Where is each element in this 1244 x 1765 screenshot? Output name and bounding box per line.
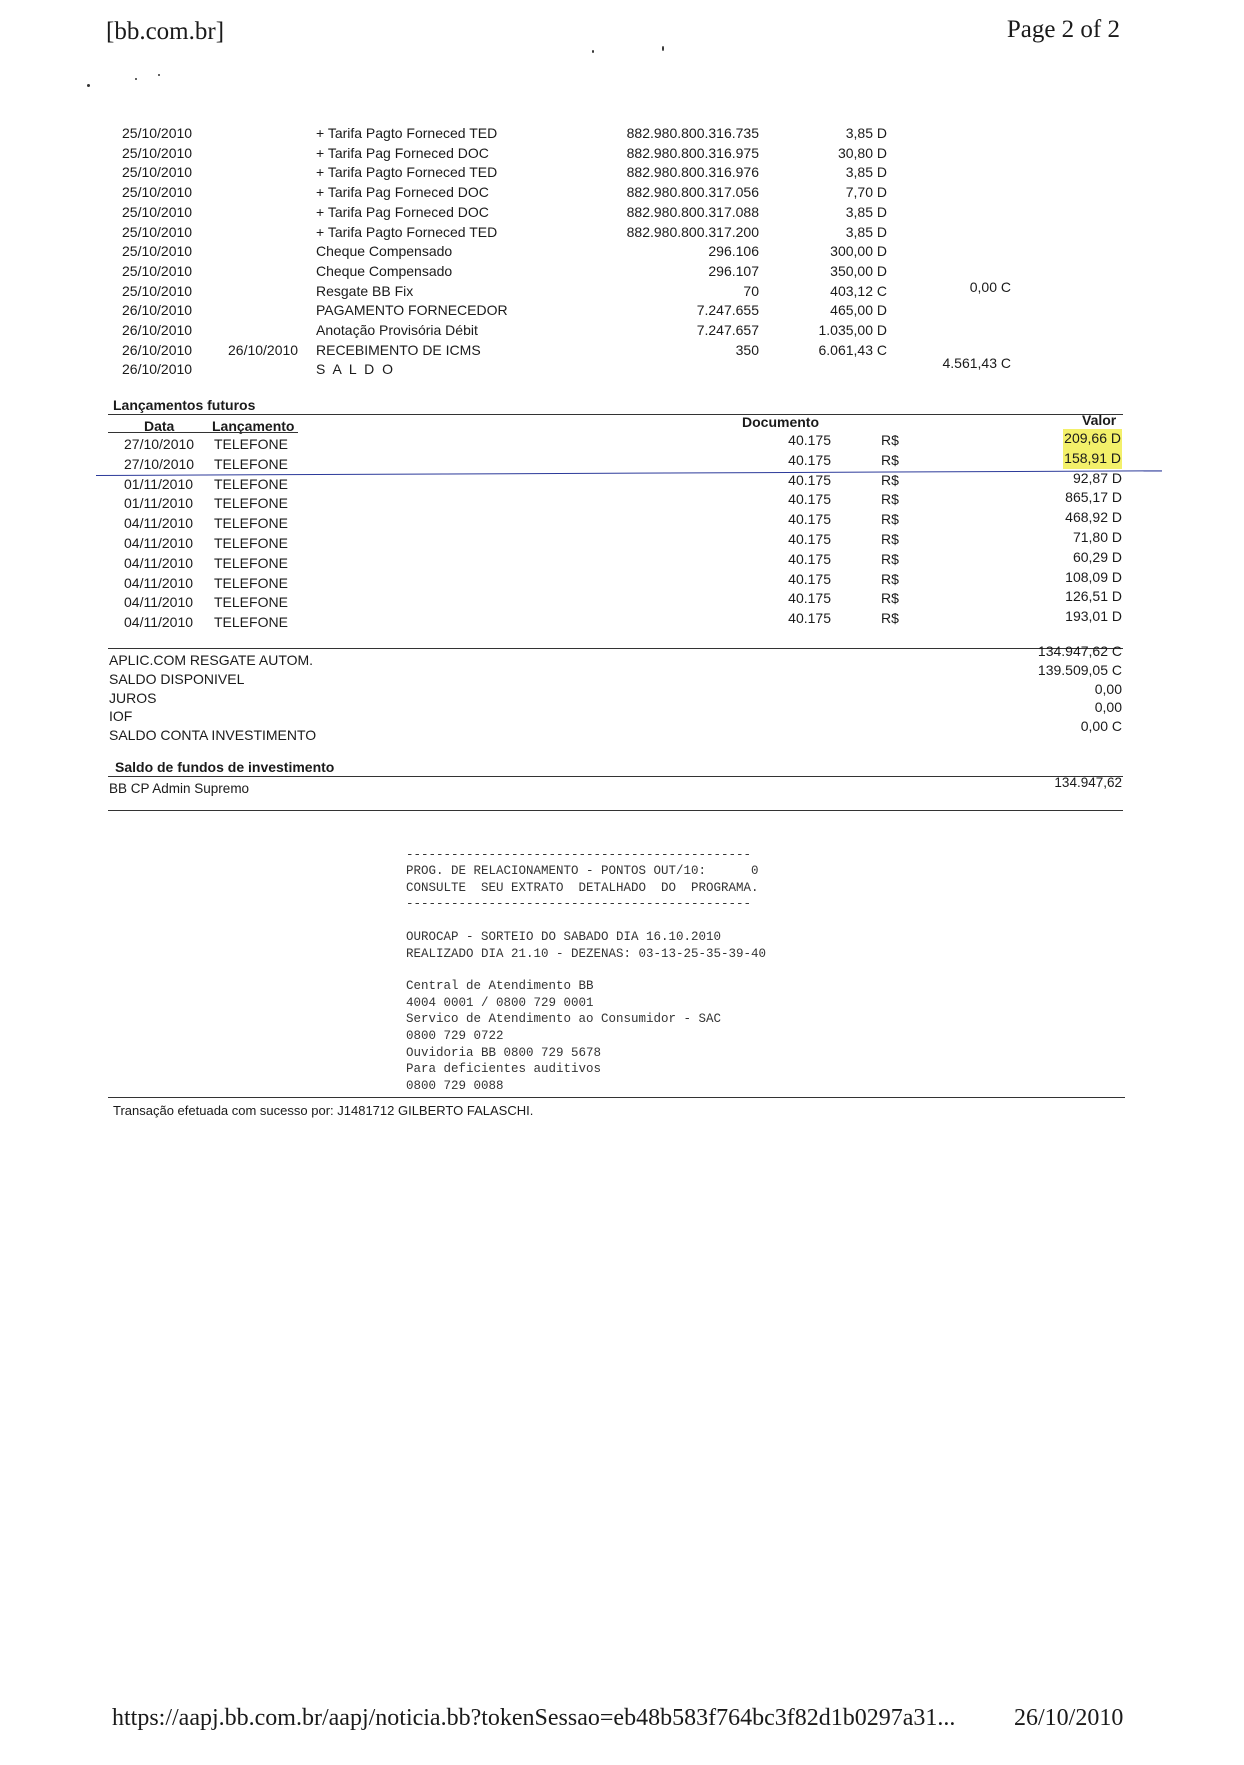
statement-row [108,341,999,361]
futuro-documento: 40.175 [788,451,831,468]
statement-document: 882.980.800.316.976 [626,164,759,181]
futuro-documento: 40.175 [788,491,831,508]
statement-row [108,163,999,183]
futuro-valor: 60,29 D [1072,548,1122,565]
statement-date: 25/10/2010 [122,282,193,299]
futuro-valor: 865,17 D [1065,489,1122,506]
summary-top-rule [108,648,1123,649]
statement-document: 70 [743,282,759,299]
statement-document: 296.107 [708,262,759,279]
notice-line: CONSULTE SEU EXTRATO DETALHADO DO PROGRAMA. [406,880,759,895]
futuro-valor: 108,09 D [1065,568,1122,585]
notice-line: REALIZADO DIA 21.10 - DEZENAS: 03-13-25-35-39-40 [406,946,767,961]
statement-description: Anotação Provisória Débit [316,322,478,338]
statement-description: + Tarifa Pag Forneced DOC [316,184,489,201]
transacao-rule [108,1097,1125,1098]
statement-balance: 4.561,43 C [942,355,1011,372]
futuro-documento: 40.175 [788,511,831,528]
scan-speck [87,84,90,87]
statement-document: 7.247.657 [696,322,759,338]
notice-line: Servico de Atendimento ao Consumidor - SAC [406,1012,722,1027]
futuro-date: 01/11/2010 [124,495,194,512]
notice-dashes: ---------------------------------------------- [406,847,752,862]
statement-date: 25/10/2010 [122,223,193,240]
statement-balance: 0,00 C [969,278,1011,295]
statement-value: 300,00 D [830,243,887,260]
statement-description: Cheque Compensado [316,243,453,260]
statement-document: 882.980.800.316.975 [626,144,759,161]
futuro-date: 04/11/2010 [124,554,194,571]
summary-label: SALDO DISPONIVEL [109,670,245,687]
notice-line: Central de Atendimento BB [406,979,594,994]
futuro-lancamento: TELEFONE [214,455,288,472]
futuro-date: 27/10/2010 [124,436,195,452]
statement-description: + Tarifa Pagto Forneced TED [316,164,498,181]
statement-description: + Tarifa Pagto Forneced TED [316,223,498,240]
futuro-row [108,430,1123,455]
statement-row [108,124,999,144]
statement-date: 25/10/2010 [122,262,193,279]
statement-date: 25/10/2010 [122,184,193,201]
statement-value: 3,85 D [845,164,887,181]
statement-date: 25/10/2010 [122,125,193,141]
statement-row [108,144,999,164]
futuro-date: 04/11/2010 [124,574,194,591]
statement-document: 882.980.800.317.200 [626,223,759,240]
statement-value: 6.061,43 C [818,341,887,358]
statement-row [108,301,999,321]
fundos-top-rule [108,776,1123,777]
statement-date: 26/10/2010 [122,302,193,319]
statement-description: + Tarifa Pag Forneced DOC [316,144,489,161]
footer-url[interactable]: https://aapj.bb.com.br/aapj/noticia.bb?tokenSessao=eb48b583f764bc3f82d1b0297a31... [112,1705,956,1731]
futuro-currency: R$ [881,550,899,567]
futuro-currency: R$ [881,531,899,547]
notice-block [406,830,766,1111]
statement-document: 882.980.800.317.056 [626,184,759,201]
statement-row [108,242,999,262]
scan-speck [158,74,160,76]
statement-description: S A L D O [316,361,395,378]
page-number: Page 2 of 2 [1006,16,1120,43]
futuro-row [108,489,1123,514]
scan-speck [135,78,137,80]
notice-line: 0800 729 0722 [406,1028,504,1043]
summary-label: SALDO CONTA INVESTIMENTO [109,727,317,744]
statement-value: 3,85 D [845,203,887,220]
statement-value: 7,70 D [845,184,887,201]
futuro-documento: 40.175 [788,432,831,448]
statement-description: Resgate BB Fix [316,282,414,299]
statement-value: 403,12 C [830,282,887,299]
statement-description: + Tarifa Pagto Forneced TED [316,125,498,141]
statement-date: 26/10/2010 [122,322,193,338]
futuro-date: 04/11/2010 [124,515,194,532]
statement-document: 882.980.800.316.735 [626,125,759,141]
futuro-documento: 40.175 [788,570,831,587]
futuro-valor: 126,51 D [1065,588,1122,605]
futuro-documento: 40.175 [788,471,831,488]
statement-date: 25/10/2010 [122,243,193,260]
futuro-lancamento: TELEFONE [214,574,288,591]
futuros-header-date: Data [144,418,175,434]
statement-date: 26/10/2010 [122,361,193,378]
summary-label: JUROS [109,689,157,706]
footer-date: 26/10/2010 [1014,1705,1124,1731]
futuro-currency: R$ [881,471,899,488]
summary-value: 139.509,05 C [1037,661,1122,678]
statement-document: 350 [735,341,759,358]
futuro-currency: R$ [881,610,899,627]
futuros-title: Lançamentos futuros [113,397,256,413]
notice-line: 4004 0001 / 0800 729 0001 [406,995,594,1010]
statement-row [108,355,1011,380]
futuro-row [108,469,1123,495]
futuro-currency: R$ [881,432,899,448]
statement-row [108,183,999,203]
futuro-currency: R$ [881,570,899,587]
summary-label: APLIC.COM RESGATE AUTOM. [109,652,314,668]
summary-value: 134.947,62 C [1037,643,1122,659]
futuros-header-documento: Documento [742,414,819,430]
statement-date-balancete: 26/10/2010 [228,341,299,358]
statement-value: 1.035,00 D [818,322,887,338]
futuro-currency: R$ [881,491,899,508]
futuro-documento: 40.175 [788,550,831,567]
futuro-documento: 40.175 [788,531,831,547]
fundo-name: BB CP Admin Supremo [109,781,250,796]
fundo-value: 134.947,62 [1054,775,1122,790]
statement-value: 3,85 D [845,125,887,141]
notice-line: 0800 729 0088 [406,1078,504,1093]
summary-value: 0,00 [1094,699,1122,716]
futuro-date: 01/11/2010 [124,475,194,492]
futuros-header-lancamento: Lançamento [212,418,295,434]
statement-description: + Tarifa Pag Forneced DOC [316,203,489,220]
summary-value: 0,00 C [1080,718,1122,735]
futuro-valor: 468,92 D [1065,509,1122,526]
futuro-row [108,529,1123,554]
futuro-valor: 71,80 D [1072,529,1122,545]
statement-date: 26/10/2010 [122,341,193,358]
futuro-row [108,568,1123,594]
futuro-currency: R$ [881,451,899,468]
scan-speck [662,46,664,51]
futuro-lancamento: TELEFONE [214,535,288,551]
futuros-header-valor: Valor [1082,412,1117,428]
futuro-valor: 92,87 D [1072,469,1122,486]
futuro-lancamento: TELEFONE [214,554,288,571]
statement-row [108,223,999,243]
statement-row [108,321,999,341]
fundos-title: Saldo de fundos de investimento [115,759,335,775]
statement-date: 25/10/2010 [122,203,193,220]
statement-value: 30,80 D [837,144,887,161]
futuro-row [108,608,1123,633]
futuro-lancamento: TELEFONE [214,614,288,631]
statement-document: 296.106 [708,243,759,260]
site-header: [bb.com.br] [106,18,225,45]
statement-date: 25/10/2010 [122,164,193,181]
notice-line: Para deficientes auditivos [406,1062,602,1077]
scan-speck [592,50,594,53]
statement-row [108,203,999,223]
notice-line: Ouvidoria BB 0800 729 5678 [406,1045,602,1060]
statement-date: 25/10/2010 [122,144,193,161]
fundos-bottom-rule [108,810,1123,811]
statement-value: 3,85 D [845,223,887,240]
futuro-lancamento: TELEFONE [214,475,288,492]
statement-description: PAGAMENTO FORNECEDOR [316,302,508,319]
statement-value: 465,00 D [830,302,887,319]
statement-description: RECEBIMENTO DE ICMS [316,341,481,358]
futuro-currency: R$ [881,511,899,528]
statement-document: 882.980.800.317.088 [626,203,759,220]
statement-row [108,278,1011,302]
statement-document: 7.247.655 [696,302,759,319]
summary-label: IOF [109,708,133,725]
futuro-lancamento: TELEFONE [214,594,288,611]
futuro-valor: 158,91 D [1063,449,1122,469]
futuros-header-rule [108,432,298,433]
futuro-valor: 193,01 D [1065,608,1122,625]
futuros-top-rule [108,414,1123,415]
summary-value: 0,00 [1094,680,1122,697]
futuro-date: 04/11/2010 [124,594,194,611]
futuro-lancamento: TELEFONE [214,515,288,532]
futuro-lancamento: TELEFONE [214,436,288,452]
statement-value: 350,00 D [830,262,887,279]
futuro-date: 27/10/2010 [124,455,195,472]
futuro-row [108,548,1123,574]
futuro-currency: R$ [881,590,899,607]
futuro-documento: 40.175 [788,590,831,607]
statement-row [108,262,999,282]
futuro-documento: 40.175 [788,610,831,627]
notice-line: PROG. DE RELACIONAMENTO - PONTOS OUT/10: 0 [406,864,759,879]
futuro-date: 04/11/2010 [124,614,194,631]
futuro-date: 04/11/2010 [124,535,194,551]
futuro-row [108,509,1123,534]
transacao-text: Transação efetuada com sucesso por: J1481712 GILBERTO FALASCHI. [113,1103,534,1118]
futuro-row [108,588,1123,613]
notice-line: OUROCAP - SORTEIO DO SABADO DIA 16.10.2010 [406,929,722,944]
futuro-valor: 209,66 D [1063,429,1122,449]
futuro-lancamento: TELEFONE [214,495,288,512]
notice-dashes: ---------------------------------------------- [406,897,752,912]
statement-description: Cheque Compensado [316,262,453,279]
